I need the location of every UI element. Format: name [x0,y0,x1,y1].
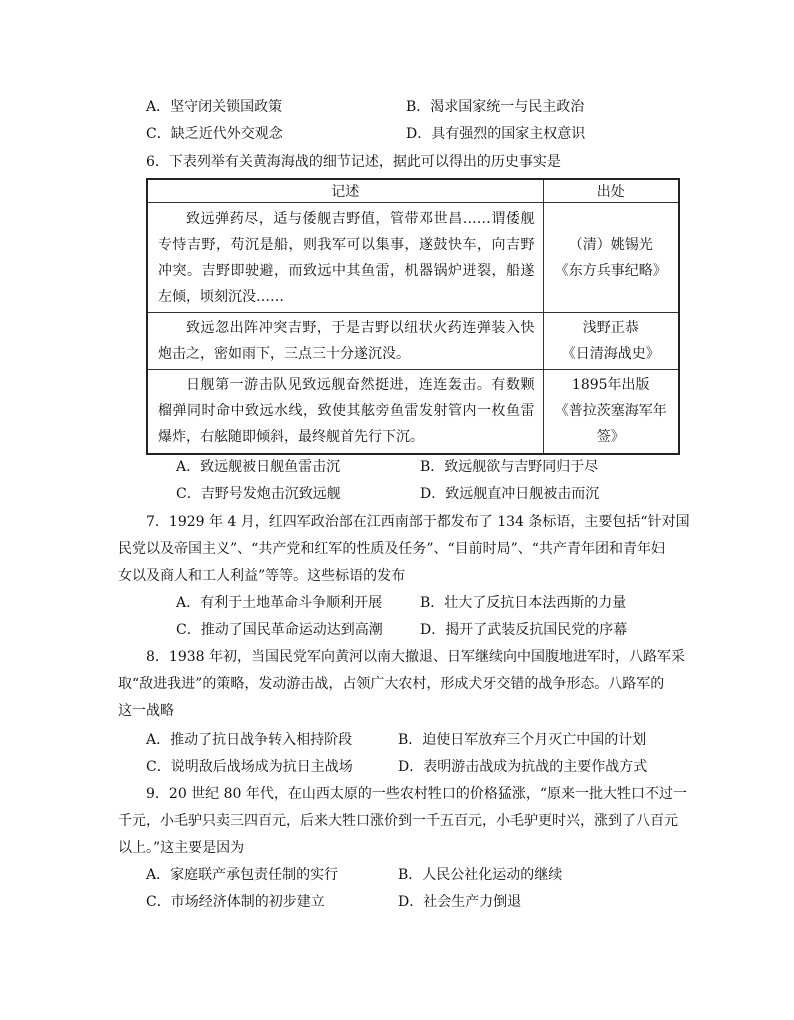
table-row [147,313,679,370]
q7-option-a: A．有利于土地革命斗争顺利开展 [176,595,383,611]
header-source: 出处 [543,179,679,203]
record-cell: 日舰第一游击队见致远舰奋然挺进，连连轰击。有数颗榴弹同时命中致远水线，致使其舷旁鱼雷发射管内一枚鱼雷爆炸，右舷随即倾斜，最终舰首先行下沉。 [147,370,543,454]
q5-option-c: C．缺乏近代外交观念 [146,126,283,142]
q5-option-d: D．具有强烈的国家主权意识 [406,126,586,142]
q5-option-a: A．坚守闭关锁国政策 [146,99,283,115]
q7-stem-line: 民党以及帝国主义”、“共产党和红军的性质及任务”、“目前时局”、“共产青年团和青年妇 [118,541,665,557]
q9-option-d: D．社会生产力倒退 [398,894,522,910]
q9-stem-line: 9．20 世纪 80 年代，在山西太原的一些农村牲口的价格猛涨，“原来一批大牲口不过一 [146,786,688,802]
source-cell: （清）姚锡光 《东方兵事纪略》 [543,203,679,313]
q9-option-b: B．人民公社化运动的继续 [398,867,563,883]
record-cell: 致远弹药尽，适与倭舰吉野值，管带邓世昌……谓倭舰专恃吉野，苟沉是船，则我军可以集事，遂鼓快车，向吉野冲突。吉野即驶避，而致远中其鱼雷，机器锅炉迸裂，船遂左倾，顷刻沉没…… [147,203,543,313]
q8-option-d: D．表明游击战成为抗战的主要作战方式 [398,759,648,775]
source-cell: 1895年出版 《普拉茨塞海军年 签》 [543,370,679,454]
q6-option-d: D．致远舰直冲日舰被击而沉 [420,486,600,502]
q7-option-c: C．推动了国民革命运动达到高潮 [176,622,383,638]
q8-option-c: C．说明敌后战场成为抗日主战场 [146,759,353,775]
q7-stem-line: 女以及商人和工人利益”等等。这些标语的发布 [118,568,406,584]
q7-option-d: D．揭开了武装反抗国民党的序幕 [420,622,628,638]
table-row [147,203,679,313]
q9-stem-line: 以上。”这主要是因为 [118,840,245,856]
q9-option-a: A．家庭联产承包责任制的实行 [146,867,339,883]
q6-option-c: C．吉野号发炮击沉致远舰 [176,486,341,502]
q8-stem-line: 8．1938 年初，当国民党军向黄河以南大撤退、日军继续向中国腹地进军时，八路军采 [146,649,685,665]
q6-option-b: B．致远舰欲与吉野同归于尽 [420,459,599,475]
q5-option-b: B．渴求国家统一与民主政治 [406,99,585,115]
q7-stem-line: 7．1929 年 4 月，红四军政治部在江西南部于都发布了 134 条标语，主要包括“针对国 [146,514,690,530]
table-header-row [147,179,679,203]
q9-stem-line: 千元，小毛驴只卖三四百元，后来大牲口涨价到一千五百元，小毛驴更时兴，涨到了八百元 [118,813,678,829]
q8-option-b: B．迫使日军放弃三个月灭亡中国的计划 [398,732,647,748]
source-cell: 浅野正恭 《日清海战史》 [543,313,679,370]
table-row [147,370,679,454]
q6-stem: 6．下表列举有关黄海海战的细节记述，据此可以得出的历史事实是 [146,154,561,170]
record-cell: 致远忽出阵冲突吉野，于是吉野以纽状火药连弹装入快炮击之，密如雨下，三点三十分遂沉没。 [147,313,543,370]
q6-detail-table [146,178,680,455]
q6-option-a: A．致远舰被日舰鱼雷击沉 [176,459,341,475]
q8-stem-line: 取“敌进我进”的策略，发动游击战，占领广大农村，形成犬牙交错的战争形态。八路军的 [118,676,665,692]
q8-option-a: A．推动了抗日战争转入相持阶段 [146,732,353,748]
q9-option-c: C．市场经济体制的初步建立 [146,894,325,910]
header-record: 记述 [147,179,543,203]
q7-option-b: B．壮大了反抗日本法西斯的力量 [420,595,627,611]
q8-stem-line: 这一战略 [118,703,174,719]
